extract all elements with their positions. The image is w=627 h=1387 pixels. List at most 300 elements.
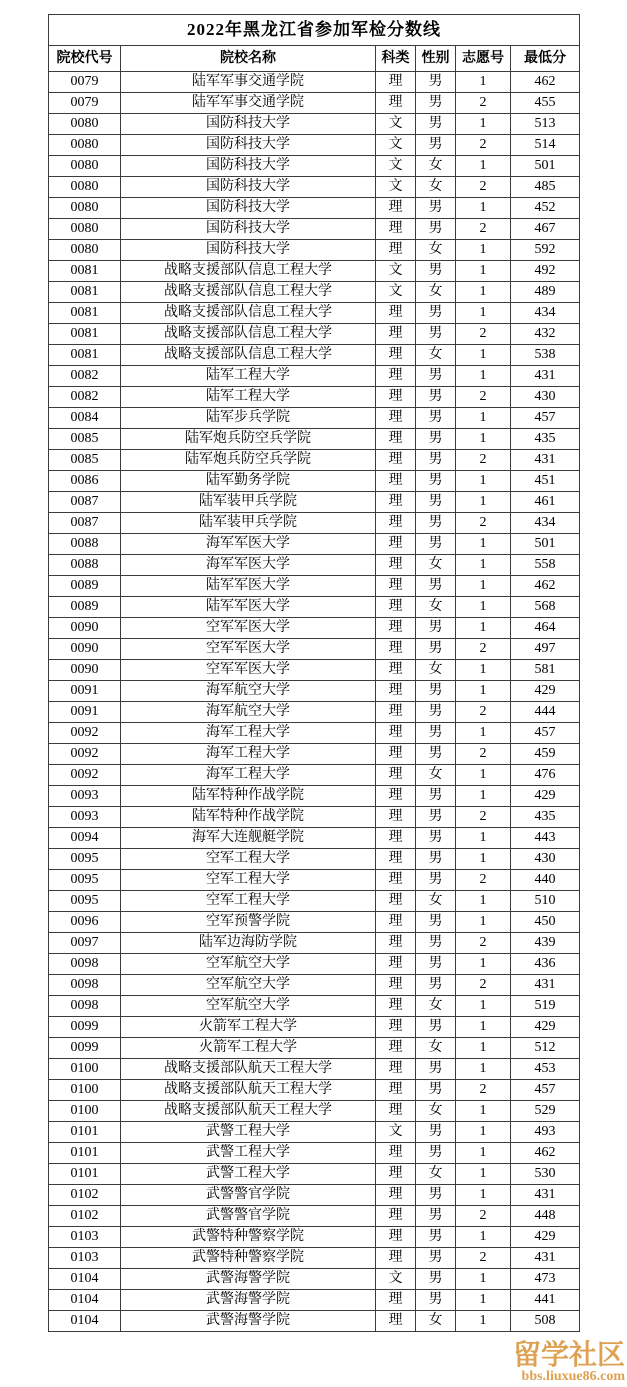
table-cell: 455 bbox=[511, 93, 580, 114]
table-cell: 理 bbox=[376, 72, 416, 93]
table-cell: 457 bbox=[511, 408, 580, 429]
table-cell: 1 bbox=[456, 345, 511, 366]
table-cell: 2 bbox=[456, 513, 511, 534]
table-cell: 国防科技大学 bbox=[121, 114, 376, 135]
table-cell: 0095 bbox=[49, 870, 121, 891]
table-row bbox=[49, 93, 580, 114]
table-cell: 2 bbox=[456, 219, 511, 240]
table-cell: 1 bbox=[456, 849, 511, 870]
table-cell: 429 bbox=[511, 786, 580, 807]
table-cell: 理 bbox=[376, 408, 416, 429]
table-cell: 武警警官学院 bbox=[121, 1206, 376, 1227]
table-row bbox=[49, 114, 580, 135]
table-cell: 理 bbox=[376, 1080, 416, 1101]
table-cell: 火箭军工程大学 bbox=[121, 1038, 376, 1059]
table-cell: 2 bbox=[456, 975, 511, 996]
table-cell: 海军工程大学 bbox=[121, 723, 376, 744]
table-cell: 女 bbox=[416, 555, 456, 576]
table-cell: 理 bbox=[376, 660, 416, 681]
table-cell: 武警海警学院 bbox=[121, 1311, 376, 1332]
table-cell: 空军军医大学 bbox=[121, 660, 376, 681]
table-cell: 海军大连舰艇学院 bbox=[121, 828, 376, 849]
table-cell: 0096 bbox=[49, 912, 121, 933]
table-cell: 0100 bbox=[49, 1059, 121, 1080]
table-row bbox=[49, 1059, 580, 1080]
table-cell: 501 bbox=[511, 534, 580, 555]
table-cell: 1 bbox=[456, 954, 511, 975]
table-cell: 理 bbox=[376, 471, 416, 492]
table-cell: 男 bbox=[416, 324, 456, 345]
table-cell: 2 bbox=[456, 135, 511, 156]
table-cell: 436 bbox=[511, 954, 580, 975]
table-cell: 武警特种警察学院 bbox=[121, 1248, 376, 1269]
table-row bbox=[49, 156, 580, 177]
table-cell: 陆军边海防学院 bbox=[121, 933, 376, 954]
table-cell: 2 bbox=[456, 387, 511, 408]
table-cell: 1 bbox=[456, 1017, 511, 1038]
table-cell: 陆军勤务学院 bbox=[121, 471, 376, 492]
table-cell: 1 bbox=[456, 1143, 511, 1164]
table-cell: 1 bbox=[456, 261, 511, 282]
table-cell: 0092 bbox=[49, 723, 121, 744]
table-cell: 485 bbox=[511, 177, 580, 198]
table-cell: 陆军装甲兵学院 bbox=[121, 492, 376, 513]
table-cell: 文 bbox=[376, 114, 416, 135]
table-row bbox=[49, 1311, 580, 1332]
table-cell: 女 bbox=[416, 1038, 456, 1059]
table-cell: 430 bbox=[511, 849, 580, 870]
table-cell: 国防科技大学 bbox=[121, 240, 376, 261]
table-cell: 0080 bbox=[49, 177, 121, 198]
table-cell: 女 bbox=[416, 891, 456, 912]
table-cell: 女 bbox=[416, 660, 456, 681]
table-cell: 男 bbox=[416, 1248, 456, 1269]
table-cell: 理 bbox=[376, 1185, 416, 1206]
table-cell: 429 bbox=[511, 681, 580, 702]
watermark bbox=[513, 1341, 625, 1385]
table-cell: 理 bbox=[376, 870, 416, 891]
table-cell: 462 bbox=[511, 1143, 580, 1164]
table-cell: 男 bbox=[416, 1143, 456, 1164]
table-cell: 467 bbox=[511, 219, 580, 240]
table-body bbox=[49, 72, 580, 1332]
table-cell: 男 bbox=[416, 576, 456, 597]
table-cell: 男 bbox=[416, 1059, 456, 1080]
table-cell: 512 bbox=[511, 1038, 580, 1059]
table-cell: 男 bbox=[416, 534, 456, 555]
table-row bbox=[49, 387, 580, 408]
table-cell: 1 bbox=[456, 1101, 511, 1122]
table-cell: 理 bbox=[376, 492, 416, 513]
table-cell: 0094 bbox=[49, 828, 121, 849]
table-cell: 男 bbox=[416, 471, 456, 492]
table-cell: 0090 bbox=[49, 660, 121, 681]
table-cell: 理 bbox=[376, 975, 416, 996]
table-cell: 1 bbox=[456, 240, 511, 261]
table-cell: 568 bbox=[511, 597, 580, 618]
table-cell: 海军工程大学 bbox=[121, 744, 376, 765]
table-cell: 2 bbox=[456, 93, 511, 114]
table-cell: 理 bbox=[376, 534, 416, 555]
table-cell: 1 bbox=[456, 534, 511, 555]
table-cell: 592 bbox=[511, 240, 580, 261]
table-cell: 1 bbox=[456, 555, 511, 576]
table-cell: 1 bbox=[456, 1290, 511, 1311]
table-cell: 理 bbox=[376, 450, 416, 471]
table-cell: 理 bbox=[376, 240, 416, 261]
table-cell: 理 bbox=[376, 1164, 416, 1185]
table-cell: 男 bbox=[416, 198, 456, 219]
table-row bbox=[49, 702, 580, 723]
table-cell: 1 bbox=[456, 366, 511, 387]
table-cell: 0092 bbox=[49, 744, 121, 765]
table-row bbox=[49, 1143, 580, 1164]
table-cell: 女 bbox=[416, 1101, 456, 1122]
table-cell: 女 bbox=[416, 282, 456, 303]
table-row bbox=[49, 1080, 580, 1101]
table-cell: 581 bbox=[511, 660, 580, 681]
table-cell: 文 bbox=[376, 282, 416, 303]
table-cell: 女 bbox=[416, 1164, 456, 1185]
table-cell: 501 bbox=[511, 156, 580, 177]
table-cell: 理 bbox=[376, 387, 416, 408]
table-cell: 0095 bbox=[49, 891, 121, 912]
table-row bbox=[49, 1038, 580, 1059]
table-cell: 理 bbox=[376, 1017, 416, 1038]
table-cell: 2 bbox=[456, 177, 511, 198]
table-cell: 1 bbox=[456, 1311, 511, 1332]
table-cell: 理 bbox=[376, 1143, 416, 1164]
table-cell: 0103 bbox=[49, 1248, 121, 1269]
table-cell: 1 bbox=[456, 660, 511, 681]
table-cell: 海军工程大学 bbox=[121, 765, 376, 786]
table-cell: 2 bbox=[456, 324, 511, 345]
table-cell: 429 bbox=[511, 1017, 580, 1038]
table-cell: 理 bbox=[376, 1206, 416, 1227]
table-cell: 431 bbox=[511, 366, 580, 387]
table-row bbox=[49, 954, 580, 975]
table-cell: 1 bbox=[456, 408, 511, 429]
table-cell: 0082 bbox=[49, 387, 121, 408]
table-cell: 558 bbox=[511, 555, 580, 576]
table-cell: 陆军军医大学 bbox=[121, 597, 376, 618]
table-cell: 男 bbox=[416, 912, 456, 933]
table-row bbox=[49, 408, 580, 429]
table-cell: 女 bbox=[416, 177, 456, 198]
table-cell: 473 bbox=[511, 1269, 580, 1290]
table-cell: 理 bbox=[376, 618, 416, 639]
table-cell: 战略支援部队信息工程大学 bbox=[121, 324, 376, 345]
table-cell: 0088 bbox=[49, 534, 121, 555]
table-cell: 0101 bbox=[49, 1143, 121, 1164]
table-cell: 空军航空大学 bbox=[121, 996, 376, 1017]
table-cell: 0102 bbox=[49, 1206, 121, 1227]
table-cell: 1 bbox=[456, 1164, 511, 1185]
table-cell: 海军军医大学 bbox=[121, 534, 376, 555]
table-cell: 434 bbox=[511, 513, 580, 534]
table-cell: 理 bbox=[376, 807, 416, 828]
table-cell: 0088 bbox=[49, 555, 121, 576]
table-cell: 476 bbox=[511, 765, 580, 786]
table-cell: 理 bbox=[376, 555, 416, 576]
table-cell: 男 bbox=[416, 1017, 456, 1038]
table-cell: 理 bbox=[376, 1038, 416, 1059]
table-cell: 2 bbox=[456, 933, 511, 954]
table-cell: 陆军军事交通学院 bbox=[121, 72, 376, 93]
table-cell: 0081 bbox=[49, 324, 121, 345]
table-cell: 男 bbox=[416, 114, 456, 135]
table-cell: 497 bbox=[511, 639, 580, 660]
table-cell: 空军工程大学 bbox=[121, 870, 376, 891]
watermark-logo-text: 留学社区 bbox=[512, 1339, 625, 1371]
table-cell: 450 bbox=[511, 912, 580, 933]
table-cell: 1 bbox=[456, 471, 511, 492]
table-cell: 文 bbox=[376, 1269, 416, 1290]
column-header-name: 院校名称 bbox=[121, 46, 376, 72]
table-cell: 0080 bbox=[49, 156, 121, 177]
table-cell: 男 bbox=[416, 870, 456, 891]
table-cell: 439 bbox=[511, 933, 580, 954]
table-cell: 陆军特种作战学院 bbox=[121, 807, 376, 828]
table-cell: 海军航空大学 bbox=[121, 681, 376, 702]
table-cell: 海军航空大学 bbox=[121, 702, 376, 723]
table-cell: 男 bbox=[416, 807, 456, 828]
table-cell: 理 bbox=[376, 1101, 416, 1122]
table-row bbox=[49, 660, 580, 681]
table-cell: 452 bbox=[511, 198, 580, 219]
table-cell: 国防科技大学 bbox=[121, 177, 376, 198]
table-cell: 0081 bbox=[49, 303, 121, 324]
table-cell: 陆军炮兵防空兵学院 bbox=[121, 450, 376, 471]
table-cell: 理 bbox=[376, 996, 416, 1017]
table-cell: 理 bbox=[376, 639, 416, 660]
table-cell: 1 bbox=[456, 282, 511, 303]
table-cell: 0084 bbox=[49, 408, 121, 429]
table-cell: 空军预警学院 bbox=[121, 912, 376, 933]
table-cell: 444 bbox=[511, 702, 580, 723]
table-cell: 2 bbox=[456, 1080, 511, 1101]
table-cell: 理 bbox=[376, 954, 416, 975]
table-cell: 1 bbox=[456, 912, 511, 933]
table-row bbox=[49, 471, 580, 492]
table-cell: 理 bbox=[376, 345, 416, 366]
table-row bbox=[49, 198, 580, 219]
table-row bbox=[49, 135, 580, 156]
table-cell: 男 bbox=[416, 261, 456, 282]
table-cell: 0101 bbox=[49, 1164, 121, 1185]
table-cell: 理 bbox=[376, 1311, 416, 1332]
table-cell: 493 bbox=[511, 1122, 580, 1143]
table-cell: 0093 bbox=[49, 786, 121, 807]
table-cell: 男 bbox=[416, 1185, 456, 1206]
table-cell: 男 bbox=[416, 639, 456, 660]
table-cell: 514 bbox=[511, 135, 580, 156]
table-row bbox=[49, 807, 580, 828]
table-cell: 431 bbox=[511, 450, 580, 471]
table-cell: 2 bbox=[456, 1248, 511, 1269]
score-table-container bbox=[48, 14, 579, 1332]
table-row bbox=[49, 513, 580, 534]
table-cell: 空军军医大学 bbox=[121, 639, 376, 660]
table-row bbox=[49, 177, 580, 198]
score-table bbox=[48, 14, 580, 1332]
table-row bbox=[49, 261, 580, 282]
table-row bbox=[49, 1248, 580, 1269]
table-cell: 战略支援部队信息工程大学 bbox=[121, 261, 376, 282]
table-cell: 男 bbox=[416, 786, 456, 807]
table-cell: 武警工程大学 bbox=[121, 1122, 376, 1143]
table-cell: 0100 bbox=[49, 1101, 121, 1122]
column-header-code: 院校代号 bbox=[49, 46, 121, 72]
table-cell: 女 bbox=[416, 996, 456, 1017]
table-cell: 0091 bbox=[49, 702, 121, 723]
table-cell: 0085 bbox=[49, 450, 121, 471]
table-cell: 理 bbox=[376, 912, 416, 933]
table-cell: 431 bbox=[511, 1248, 580, 1269]
header-row bbox=[49, 46, 580, 72]
table-cell: 男 bbox=[416, 702, 456, 723]
table-cell: 443 bbox=[511, 828, 580, 849]
table-cell: 0079 bbox=[49, 93, 121, 114]
table-cell: 男 bbox=[416, 681, 456, 702]
table-row bbox=[49, 345, 580, 366]
table-cell: 2 bbox=[456, 702, 511, 723]
table-cell: 理 bbox=[376, 303, 416, 324]
table-cell: 0086 bbox=[49, 471, 121, 492]
table-row bbox=[49, 366, 580, 387]
table-cell: 空军工程大学 bbox=[121, 849, 376, 870]
table-cell: 海军军医大学 bbox=[121, 555, 376, 576]
table-cell: 432 bbox=[511, 324, 580, 345]
table-cell: 战略支援部队航天工程大学 bbox=[121, 1080, 376, 1101]
table-cell: 1 bbox=[456, 156, 511, 177]
table-cell: 男 bbox=[416, 744, 456, 765]
table-cell: 理 bbox=[376, 429, 416, 450]
table-cell: 508 bbox=[511, 1311, 580, 1332]
table-cell: 理 bbox=[376, 1059, 416, 1080]
table-cell: 武警海警学院 bbox=[121, 1290, 376, 1311]
column-header-subject: 科类 bbox=[376, 46, 416, 72]
table-cell: 0089 bbox=[49, 597, 121, 618]
table-cell: 空军航空大学 bbox=[121, 975, 376, 996]
table-cell: 战略支援部队信息工程大学 bbox=[121, 303, 376, 324]
table-cell: 0087 bbox=[49, 492, 121, 513]
table-cell: 陆军装甲兵学院 bbox=[121, 513, 376, 534]
table-cell: 1 bbox=[456, 1038, 511, 1059]
table-cell: 理 bbox=[376, 786, 416, 807]
table-cell: 男 bbox=[416, 450, 456, 471]
table-row bbox=[49, 870, 580, 891]
table-cell: 440 bbox=[511, 870, 580, 891]
table-cell: 0098 bbox=[49, 954, 121, 975]
table-row bbox=[49, 219, 580, 240]
table-cell: 529 bbox=[511, 1101, 580, 1122]
table-cell: 2 bbox=[456, 807, 511, 828]
table-row bbox=[49, 1122, 580, 1143]
table-cell: 2 bbox=[456, 450, 511, 471]
table-cell: 0079 bbox=[49, 72, 121, 93]
table-cell: 陆军工程大学 bbox=[121, 387, 376, 408]
table-cell: 1 bbox=[456, 1185, 511, 1206]
table-cell: 男 bbox=[416, 219, 456, 240]
table-row bbox=[49, 303, 580, 324]
table-cell: 男 bbox=[416, 975, 456, 996]
table-row bbox=[49, 1227, 580, 1248]
table-cell: 2 bbox=[456, 639, 511, 660]
table-cell: 519 bbox=[511, 996, 580, 1017]
table-cell: 男 bbox=[416, 1269, 456, 1290]
table-cell: 男 bbox=[416, 1227, 456, 1248]
table-cell: 国防科技大学 bbox=[121, 198, 376, 219]
table-cell: 男 bbox=[416, 135, 456, 156]
table-cell: 429 bbox=[511, 1227, 580, 1248]
table-cell: 1 bbox=[456, 1269, 511, 1290]
table-cell: 陆军步兵学院 bbox=[121, 408, 376, 429]
table-cell: 2 bbox=[456, 1206, 511, 1227]
table-cell: 2 bbox=[456, 744, 511, 765]
table-cell: 女 bbox=[416, 765, 456, 786]
table-cell: 战略支援部队航天工程大学 bbox=[121, 1059, 376, 1080]
table-cell: 陆军炮兵防空兵学院 bbox=[121, 429, 376, 450]
table-cell: 理 bbox=[376, 849, 416, 870]
table-cell: 理 bbox=[376, 744, 416, 765]
table-cell: 理 bbox=[376, 1290, 416, 1311]
table-cell: 陆军军医大学 bbox=[121, 576, 376, 597]
table-cell: 1 bbox=[456, 765, 511, 786]
table-row bbox=[49, 744, 580, 765]
table-cell: 男 bbox=[416, 366, 456, 387]
table-cell: 0081 bbox=[49, 345, 121, 366]
table-cell: 男 bbox=[416, 1080, 456, 1101]
table-row bbox=[49, 933, 580, 954]
table-row bbox=[49, 891, 580, 912]
table-row bbox=[49, 681, 580, 702]
table-cell: 国防科技大学 bbox=[121, 219, 376, 240]
table-cell: 理 bbox=[376, 219, 416, 240]
table-cell: 0087 bbox=[49, 513, 121, 534]
table-cell: 1 bbox=[456, 198, 511, 219]
table-cell: 0091 bbox=[49, 681, 121, 702]
table-cell: 男 bbox=[416, 387, 456, 408]
table-row bbox=[49, 1017, 580, 1038]
table-cell: 理 bbox=[376, 702, 416, 723]
column-header-gender: 性别 bbox=[416, 46, 456, 72]
table-cell: 431 bbox=[511, 1185, 580, 1206]
table-cell: 1 bbox=[456, 723, 511, 744]
table-cell: 462 bbox=[511, 72, 580, 93]
table-cell: 国防科技大学 bbox=[121, 135, 376, 156]
table-row bbox=[49, 849, 580, 870]
table-row bbox=[49, 1269, 580, 1290]
table-cell: 489 bbox=[511, 282, 580, 303]
table-cell: 538 bbox=[511, 345, 580, 366]
table-cell: 0099 bbox=[49, 1017, 121, 1038]
table-cell: 1 bbox=[456, 891, 511, 912]
table-cell: 文 bbox=[376, 135, 416, 156]
table-cell: 理 bbox=[376, 933, 416, 954]
table-cell: 457 bbox=[511, 1080, 580, 1101]
table-cell: 1 bbox=[456, 828, 511, 849]
table-cell: 武警警官学院 bbox=[121, 1185, 376, 1206]
table-row bbox=[49, 72, 580, 93]
table-cell: 武警特种警察学院 bbox=[121, 1227, 376, 1248]
table-cell: 理 bbox=[376, 576, 416, 597]
table-cell: 男 bbox=[416, 513, 456, 534]
table-cell: 0102 bbox=[49, 1185, 121, 1206]
table-row bbox=[49, 1290, 580, 1311]
title-row bbox=[49, 15, 580, 46]
table-cell: 0098 bbox=[49, 996, 121, 1017]
